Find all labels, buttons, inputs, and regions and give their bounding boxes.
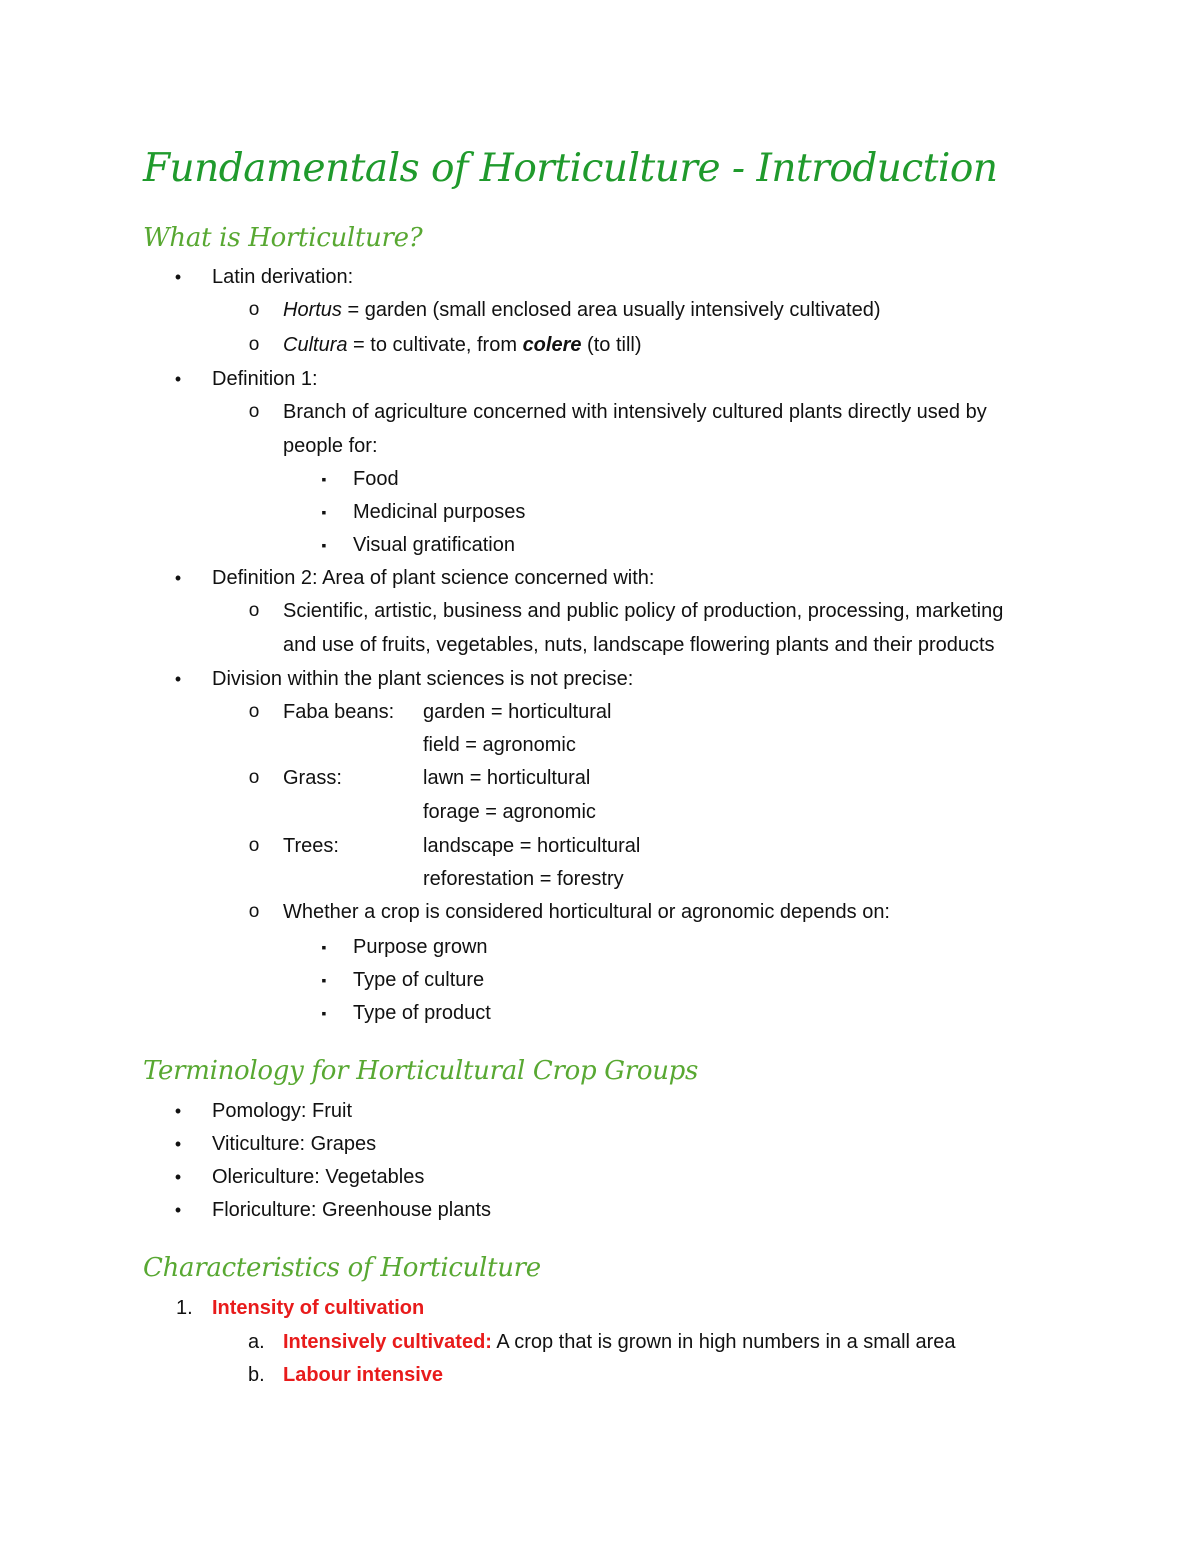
- example-value: reforestation = forestry: [423, 868, 624, 890]
- list-item: Floriculture: Greenhouse plants: [212, 1199, 492, 1221]
- document-title: Fundamentals of Horticulture - Introduction: [143, 146, 998, 191]
- cultura-line: [283, 333, 642, 357]
- definition-1-text: Branch of agriculture concerned with intensively cultured plants directly used by: [283, 401, 987, 423]
- circle-marker: o: [248, 701, 260, 722]
- circle-marker: o: [248, 767, 260, 788]
- list-item: Visual gratification: [353, 534, 515, 556]
- list-letter: a.: [248, 1331, 265, 1353]
- cultura-definition-end: (to till): [581, 334, 642, 356]
- cultura-term: Cultura: [283, 334, 348, 356]
- example-value: garden = horticultural: [423, 701, 612, 723]
- bullet-marker: •: [174, 1200, 182, 1220]
- bullet-marker: •: [174, 1134, 182, 1154]
- section-heading-characteristics: Characteristics of Horticulture: [143, 1253, 541, 1283]
- division-label: Division within the plant sciences is not precise:: [212, 668, 634, 690]
- definition-1-text-cont: people for:: [283, 435, 378, 457]
- circle-marker: o: [248, 600, 260, 621]
- list-item: Pomology: Fruit: [212, 1100, 353, 1122]
- list-number: 1.: [176, 1297, 193, 1319]
- list-letter: b.: [248, 1364, 265, 1386]
- definition-2-text-cont: and use of fruits, vegetables, nuts, landscape flowering plants and their products: [283, 634, 995, 656]
- bullet-marker: •: [174, 369, 182, 389]
- square-marker: ▪: [321, 972, 327, 988]
- bullet-marker: •: [174, 1101, 182, 1121]
- subitem-text: A crop that is grown in high numbers in a small area: [491, 1331, 956, 1353]
- list-item: Medicinal purposes: [353, 501, 526, 523]
- bullet-marker: •: [174, 267, 182, 287]
- list-item: Olericulture: Vegetables: [212, 1166, 425, 1188]
- list-item: Type of product: [353, 1002, 491, 1024]
- characteristic-subitem: [283, 1330, 956, 1354]
- cultura-definition: = to cultivate, from: [347, 334, 523, 356]
- example-crop: Faba beans:: [283, 701, 395, 723]
- square-marker: ▪: [321, 1005, 327, 1021]
- square-marker: ▪: [321, 939, 327, 955]
- circle-marker: o: [248, 334, 260, 355]
- bullet-marker: •: [174, 1167, 182, 1187]
- characteristic-subitem: Labour intensive: [283, 1364, 444, 1386]
- bullet-marker: •: [174, 568, 182, 588]
- circle-marker: o: [248, 835, 260, 856]
- bullet-marker: •: [174, 669, 182, 689]
- colere-term: colere: [522, 334, 582, 356]
- subitem-label: Intensively cultivated:: [283, 1331, 492, 1353]
- example-crop: Trees:: [283, 835, 339, 857]
- definition-2-text: Scientific, artistic, business and public policy of production, processing, marketing: [283, 600, 1004, 622]
- circle-marker: o: [248, 901, 260, 922]
- list-item: Type of culture: [353, 969, 485, 991]
- definition-2-label: Definition 2: Area of plant science concerned with:: [212, 567, 655, 589]
- circle-marker: o: [248, 299, 260, 320]
- hortus-line: [283, 298, 881, 322]
- example-value: field = agronomic: [423, 734, 576, 756]
- square-marker: ▪: [321, 504, 327, 520]
- example-value: forage = agronomic: [423, 801, 596, 823]
- latin-derivation-label: Latin derivation:: [212, 266, 354, 288]
- hortus-definition: = garden (small enclosed area usually intensively cultivated): [341, 299, 881, 321]
- list-item: Food: [353, 468, 399, 490]
- circle-marker: o: [248, 401, 260, 422]
- hortus-term: Hortus: [283, 299, 342, 321]
- square-marker: ▪: [321, 471, 327, 487]
- section-heading-terminology: Terminology for Horticultural Crop Groups: [143, 1056, 699, 1086]
- section-heading-what-is: What is Horticulture?: [143, 223, 423, 253]
- example-crop: Grass:: [283, 767, 342, 789]
- list-item: Viticulture: Grapes: [212, 1133, 377, 1155]
- example-value: landscape = horticultural: [423, 835, 641, 857]
- definition-1-label: Definition 1:: [212, 368, 318, 390]
- list-item: Purpose grown: [353, 936, 488, 958]
- square-marker: ▪: [321, 537, 327, 553]
- example-value: lawn = horticultural: [423, 767, 591, 789]
- depends-on-text: Whether a crop is considered horticultural or agronomic depends on:: [283, 901, 890, 923]
- characteristic-item: Intensity of cultivation: [212, 1297, 425, 1319]
